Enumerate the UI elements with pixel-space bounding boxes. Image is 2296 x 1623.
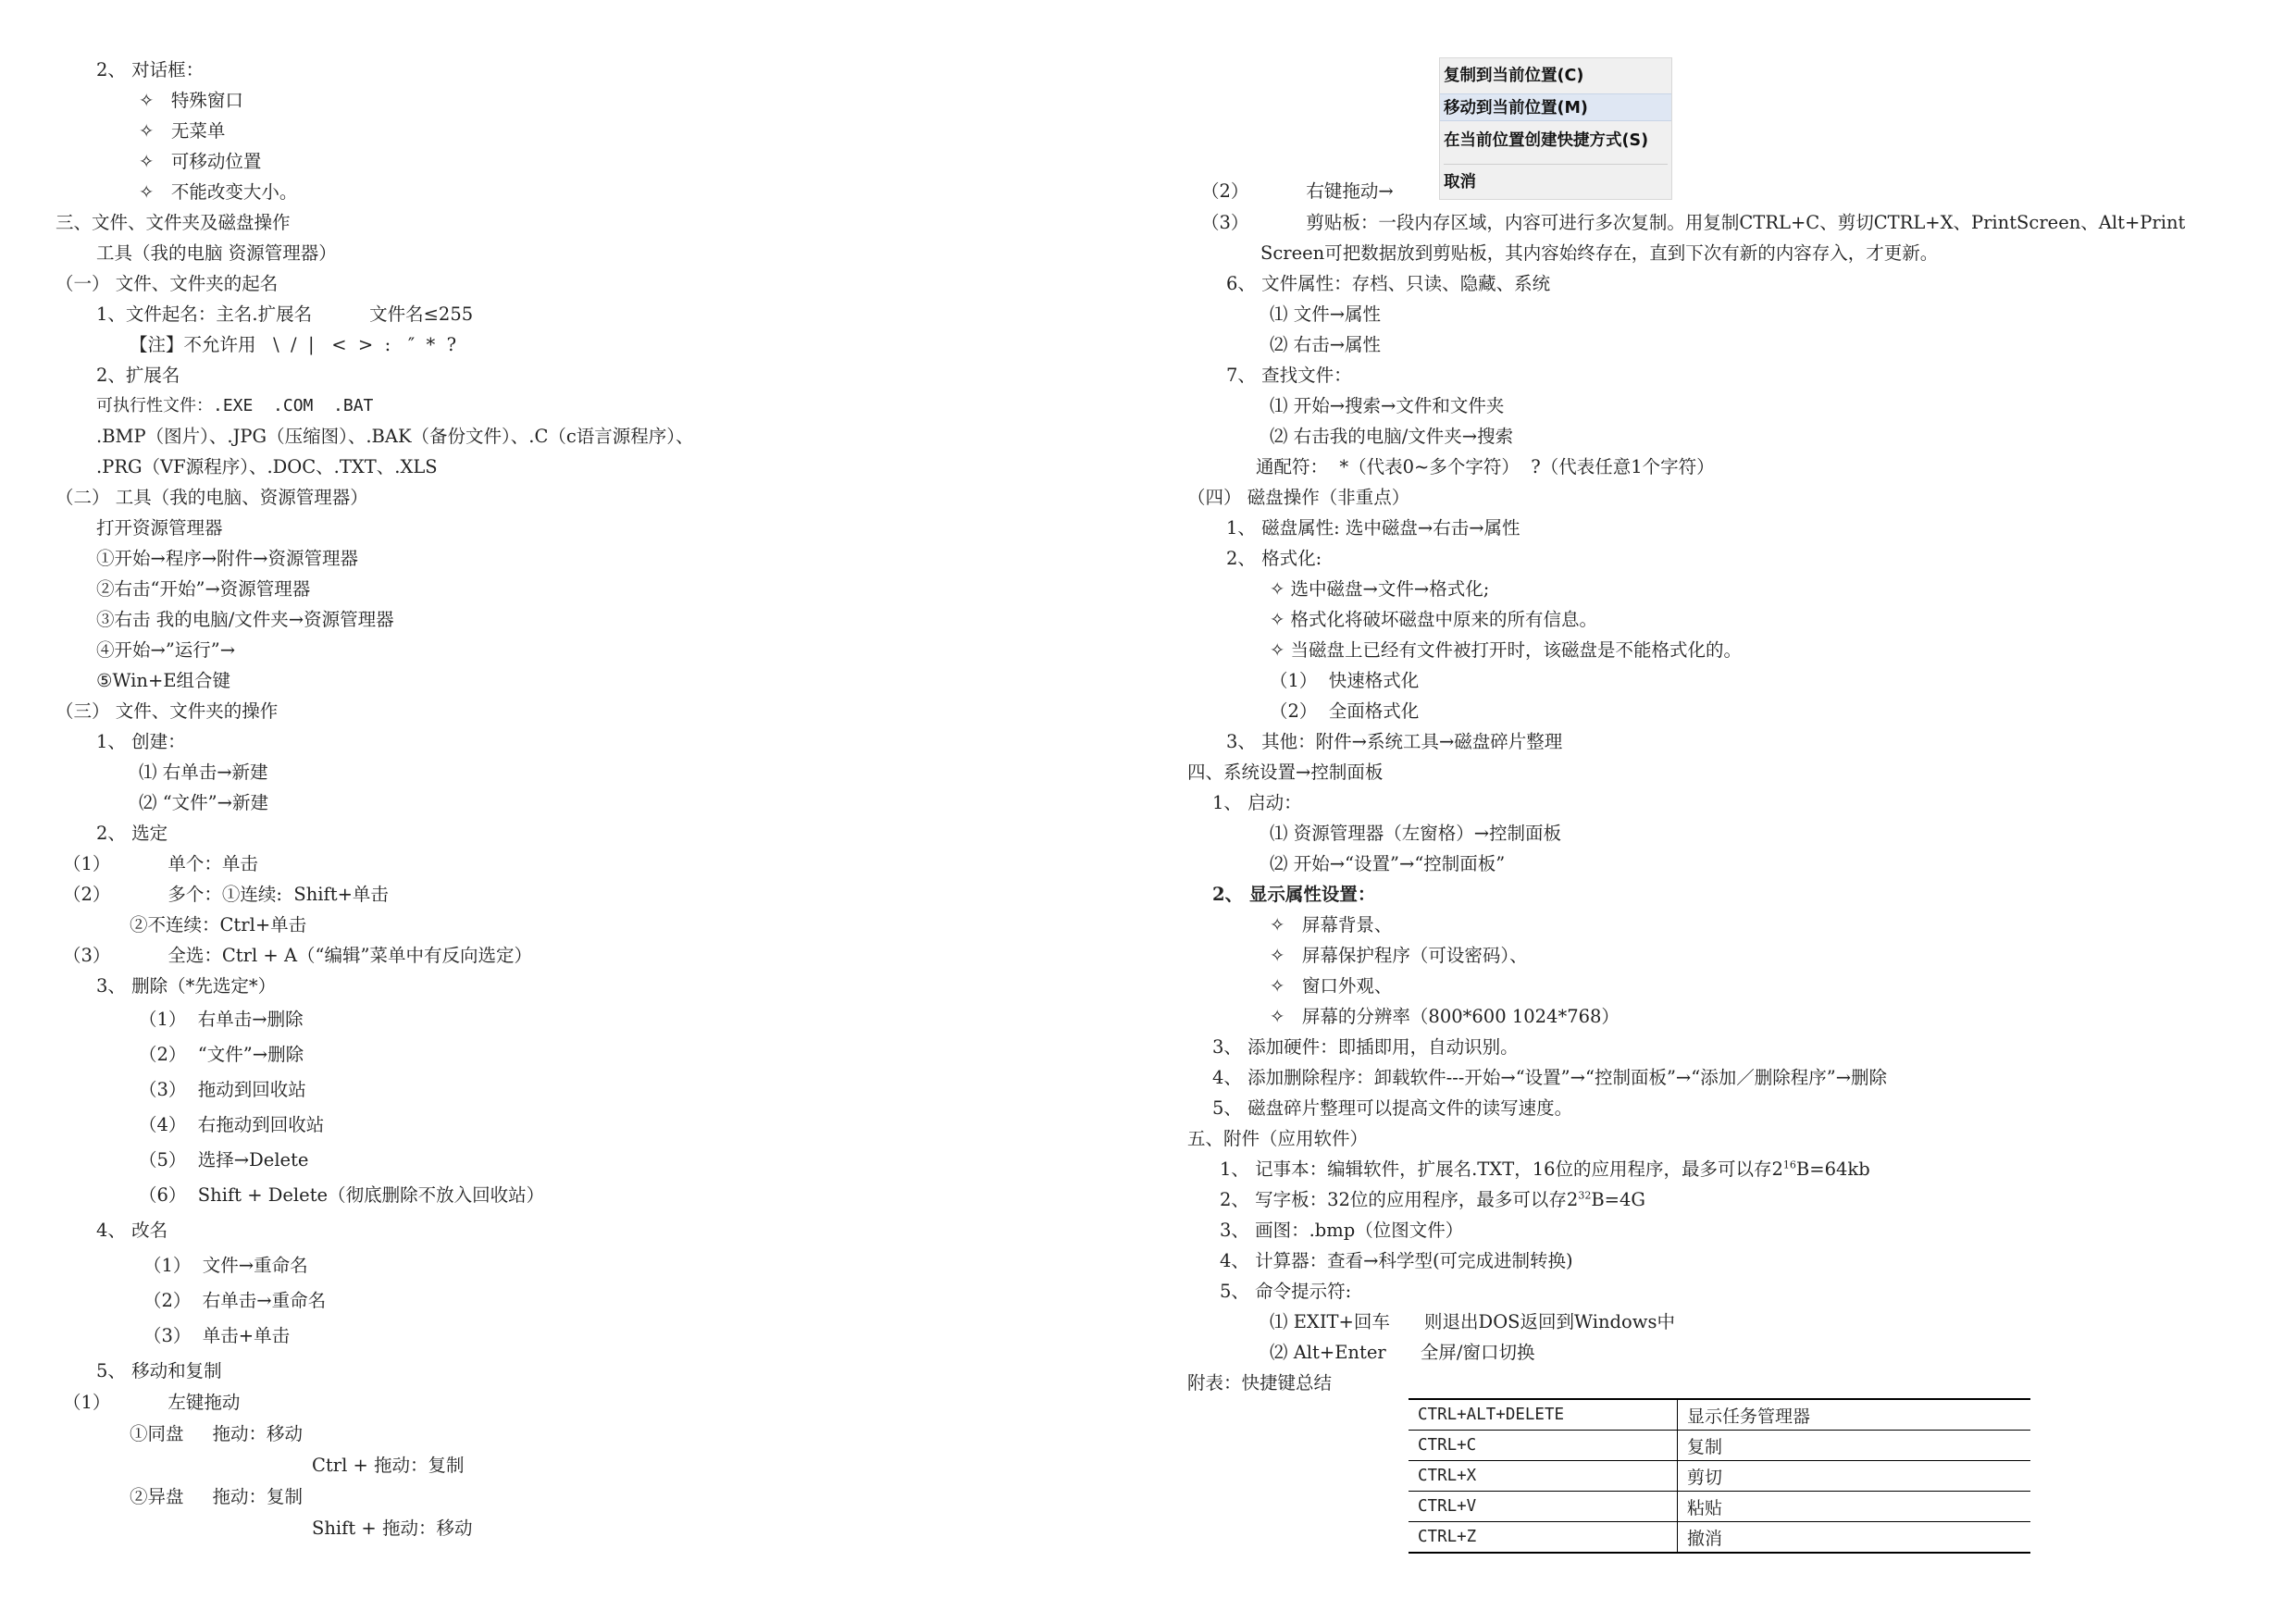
- menu-item-move-here[interactable]: 移动到当前位置(M): [1440, 93, 1671, 121]
- list-item: ⑴ 文件→属性: [1270, 304, 1382, 325]
- text-line: 5、 磁盘碎片整理可以提高文件的读写速度。: [1212, 1097, 1573, 1119]
- text-line: 可执行性文件：.EXE .COM .BAT: [96, 396, 374, 415]
- text-line: 2、 写字板：32位的应用程序，最多可以存$2^{32}B=4G$: [1220, 1189, 1645, 1210]
- list-item: ✧ 特殊窗口: [139, 90, 243, 111]
- text-line: 2、 显示属性设置：: [1212, 884, 1376, 905]
- text-line: （3） 剪贴板：一段内存区域，内容可进行多次复制。用复制CTRL+C、剪切CTRL+X、PrintScreen、Alt+Print: [1201, 212, 2186, 233]
- text-line: 6、 文件属性：存档、只读、隐藏、系统: [1226, 273, 1551, 294]
- text-line: 4、 添加删除程序：卸载软件---开始→“设置”→“控制面板”→“添加／删除程序”→删除: [1212, 1067, 1888, 1088]
- list-item: ✧ 窗口外观、: [1270, 975, 1393, 997]
- list-item: ✧ 不能改变大小。: [139, 181, 298, 203]
- text-line: ②不连续：Ctrl+单击: [130, 914, 307, 935]
- shortcut-table: [1409, 1398, 2030, 1554]
- subsection-heading: （一） 文件、文件夹的起名: [56, 273, 279, 294]
- list-item: ⑵ 右击→属性: [1270, 334, 1382, 355]
- list-item: ✧ 屏幕保护程序（可设密码）、: [1270, 945, 1528, 966]
- list-item: ⑴ 开始→搜索→文件和文件夹: [1270, 395, 1505, 416]
- list-item: （2） 全面格式化: [1270, 700, 1420, 722]
- table-cell-key: CTRL+ALT+DELETE: [1409, 1399, 1678, 1431]
- text-line: 5、 命令提示符:: [1220, 1281, 1352, 1302]
- text-line: 1、 磁盘属性: 选中磁盘→右击→属性: [1226, 517, 1520, 539]
- appendix-heading: 附表：快捷键总结: [1187, 1372, 1333, 1394]
- list-item: ⑵ 开始→“设置”→“控制面板”: [1270, 853, 1506, 874]
- section-heading: 五、附件（应用软件）: [1187, 1128, 1369, 1149]
- text-line: 4、 改名: [96, 1220, 168, 1241]
- text-line: 2、扩展名: [96, 365, 180, 386]
- section-heading: 四、系统设置→控制面板: [1187, 762, 1384, 783]
- text-line: 2、 选定: [96, 823, 168, 844]
- menu-item-create-shortcut[interactable]: 在当前位置创建快捷方式(S): [1444, 131, 1649, 150]
- list-item: ✧ 选中磁盘→文件→格式化;: [1270, 578, 1490, 600]
- menu-item-copy-here[interactable]: 复制到当前位置(C): [1444, 67, 1584, 85]
- menu-separator: [1444, 164, 1668, 165]
- text-line: ⑤Win+E组合键: [96, 670, 231, 691]
- subsection-heading: （四） 磁盘操作（非重点）: [1187, 487, 1410, 508]
- text-line: 工具（我的电脑 资源管理器）: [96, 242, 337, 264]
- list-item: ✧ 屏幕的分辨率（800*600 1024*768）: [1270, 1006, 1620, 1027]
- table-cell-action: 粘贴: [1678, 1492, 2031, 1522]
- list-item: （3） 拖动到回收站: [139, 1079, 306, 1100]
- list-item: ⑵ 右击我的电脑/文件夹→搜索: [1270, 426, 1514, 447]
- text-line: .PRG（VF源程序）、.DOC、.TXT、.XLS: [96, 456, 438, 477]
- table-row: [1409, 1522, 2030, 1554]
- table-cell-key: CTRL+Z: [1409, 1522, 1678, 1554]
- text-line: .BMP（图片）、.JPG（压缩图）、.BAK（备份文件）、.C（c语言源程序）、: [96, 426, 694, 447]
- note-line: 【注】不允许用 \ / | < > : ″ * ?: [130, 334, 457, 355]
- table-row: [1409, 1492, 2030, 1522]
- list-item: ✧ 无菜单: [139, 120, 226, 142]
- list-item: ✧ 当磁盘上已经有文件被打开时，该磁盘是不能格式化的。: [1270, 639, 1743, 661]
- text-line: ②异盘 拖动：复制: [130, 1486, 303, 1507]
- list-item: （1） 右单击→删除: [139, 1009, 304, 1030]
- text-line: 3、 画图：.bmp（位图文件）: [1220, 1220, 1464, 1241]
- list-item: （2） “文件”→删除: [139, 1044, 304, 1065]
- text-line: 1、 记事本：编辑软件，扩展名.TXT，16位的应用程序，最多可以存$2^{16}B=64kb$: [1220, 1158, 1870, 1180]
- list-item: （4） 右拖动到回收站: [139, 1114, 325, 1135]
- text-line: ①开始→程序→附件→资源管理器: [96, 548, 359, 569]
- text-line: 2、 格式化:: [1226, 548, 1322, 569]
- subsection-heading: （二） 工具（我的电脑、资源管理器）: [56, 487, 368, 508]
- list-item: ✧ 可移动位置: [139, 151, 262, 172]
- table-cell-action: 剪切: [1678, 1461, 2031, 1492]
- text-line: ④开始→”运行”→: [96, 639, 236, 661]
- table-cell-action: 复制: [1678, 1431, 2031, 1461]
- table-row: [1409, 1399, 2030, 1431]
- text-line: ①同盘 拖动：移动: [130, 1423, 303, 1444]
- text-line: Shift + 拖动：移动: [312, 1518, 473, 1539]
- text-line: 打开资源管理器: [96, 517, 223, 539]
- text-line: 3、 添加硬件：即插即用，自动识别。: [1212, 1036, 1519, 1058]
- text-line: 4、 计算器：查看→科学型(可完成进制转换): [1220, 1250, 1573, 1271]
- list-item: （3） 单击+单击: [143, 1325, 291, 1346]
- list-item: （5） 选择→Delete: [139, 1149, 309, 1171]
- list-item: ⑴ 资源管理器（左窗格）→控制面板: [1270, 823, 1562, 844]
- subsection-heading: （三） 文件、文件夹的操作: [56, 700, 279, 722]
- table-cell-key: CTRL+C: [1409, 1431, 1678, 1461]
- table-cell-key: CTRL+X: [1409, 1461, 1678, 1492]
- text-line: 3、 其他：附件→系统工具→磁盘碎片整理: [1226, 731, 1563, 752]
- text-line: （3） 全选：Ctrl + A（“编辑”菜单中有反向选定）: [63, 945, 532, 966]
- table-cell-action: 撤消: [1678, 1522, 2031, 1554]
- list-item: （6） Shift + Delete（彻底删除不放入回收站）: [139, 1184, 545, 1206]
- list-item: ⑴ 右单击→新建: [139, 762, 268, 783]
- text-line: （2） 右键拖动→: [1201, 180, 1394, 202]
- table-row: [1409, 1461, 2030, 1492]
- list-item: ✧ 屏幕背景、: [1270, 914, 1393, 935]
- text-line: 1、文件起名：主名.扩展名 文件名≤255: [96, 304, 474, 325]
- table-cell-action: 显示任务管理器: [1678, 1399, 2031, 1431]
- text-line: （1） 左键拖动: [63, 1392, 241, 1413]
- list-item: （1） 快速格式化: [1270, 670, 1420, 691]
- menu-item-cancel[interactable]: 取消: [1444, 173, 1476, 192]
- list-item: （2） 右单击→重命名: [143, 1290, 327, 1311]
- list-item: ⑵ Alt+Enter 全屏/窗口切换: [1270, 1342, 1535, 1363]
- section-heading: 三、文件、文件夹及磁盘操作: [56, 212, 291, 233]
- text-line: （2） 多个：①连续: Shift+单击: [63, 884, 389, 905]
- list-item: ✧ 格式化将破坏磁盘中原来的所有信息。: [1270, 609, 1598, 630]
- text-line: 1、 启动：: [1212, 792, 1302, 813]
- text-line: 3、 删除（*先选定*）: [96, 975, 277, 997]
- list-item: ⑵ “文件”→新建: [139, 792, 268, 813]
- text-line: 1、 创建：: [96, 731, 186, 752]
- table-cell-key: CTRL+V: [1409, 1492, 1678, 1522]
- context-menu: [1439, 57, 1672, 200]
- text-line: 5、 移动和复制: [96, 1360, 222, 1381]
- list-item: （1） 文件→重命名: [143, 1255, 308, 1276]
- table-row: [1409, 1431, 2030, 1461]
- text-line: 7、 查找文件：: [1226, 365, 1352, 386]
- text-line: Ctrl + 拖动：复制: [312, 1455, 465, 1476]
- text-line: ②右击“开始”→资源管理器: [96, 578, 311, 600]
- text-line: Screen可把数据放到剪贴板，其内容始终存在，直到下次有新的内容存入，才更新。: [1260, 242, 1939, 264]
- text-line: ③右击 我的电脑/文件夹→资源管理器: [96, 609, 394, 630]
- text-line: （1） 单个：单击: [63, 853, 258, 874]
- heading-dialog: 2、 对话框：: [96, 59, 205, 81]
- text-line: 通配符： *（代表0~多个字符） ?（代表任意1个字符）: [1256, 456, 1715, 477]
- list-item: ⑴ EXIT+回车 则退出DOS返回到Windows中: [1270, 1311, 1675, 1332]
